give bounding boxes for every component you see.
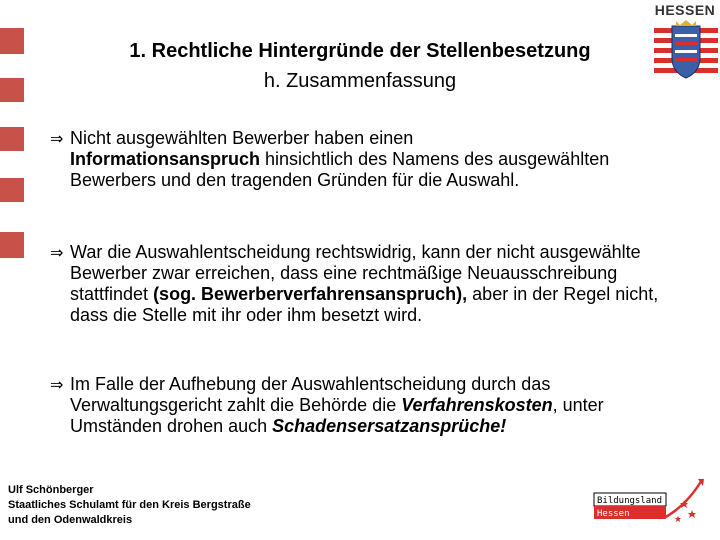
bullet-text <box>50 374 680 437</box>
decor-bar-3 <box>0 127 24 151</box>
decor-bar-1 <box>0 28 24 54</box>
bullet-2 <box>50 242 680 326</box>
bullet-1-part-3: hinsichtlich des Namens des ausgewählten Bewerbers und den tragenden Gründen für die Auswahl. <box>70 149 610 190</box>
bullet-2-part-3: aber in der Regel nicht, dass die Stelle mit ihr oder ihm besetzt wird. <box>70 284 659 325</box>
bullet-1-part-1: Nicht ausgewählten Bewerber haben einen <box>70 128 414 148</box>
decor-bar-4 <box>0 178 24 202</box>
hessen-small-text: Hessen <box>597 509 630 519</box>
bildungsland-text: Bildungsland <box>597 496 663 506</box>
implies-arrow-icon: ⇒ <box>50 129 64 148</box>
decor-bar-5 <box>0 232 24 258</box>
decor-bar-2 <box>0 78 24 102</box>
implies-arrow-icon: ⇒ <box>50 243 64 262</box>
implies-arrow-icon: ⇒ <box>50 375 64 394</box>
bullet-2-part-2: (sog. Bewerberverfahrensanspruch), <box>153 284 468 304</box>
bullet-3-part-3: , unter Umständen drohen auch <box>70 395 604 436</box>
bullet-text <box>50 242 680 326</box>
bullet-2-part-1: War die Auswahlentscheidung rechtswidrig, kann der nicht ausgewählte Bewerber zwar erreichen, dass eine rechtmäßige Neuausschreibung stattfindet <box>70 242 641 304</box>
hessen-logo <box>652 0 720 84</box>
bildungsland-graphic <box>590 478 710 530</box>
bullet-3-part-2: Verfahrenskosten <box>401 395 553 415</box>
bullet-1 <box>50 128 680 191</box>
bullet-text <box>50 128 680 191</box>
footer-line-2: Staatliches Schulamt für den Kreis Bergstraße <box>8 499 251 511</box>
bullet-3-part-1: Im Falle der Aufhebung der Auswahlentscheidung durch das Verwaltungsgericht zahlt die Behörde die <box>70 374 551 415</box>
bullet-3-part-4: Schadensersatzansprüche! <box>272 416 507 436</box>
footer-line-1: Ulf Schönberger <box>8 484 94 496</box>
footer-line-3: und den Odenwaldkreis <box>8 514 133 526</box>
hessen-coat-of-arms-icon <box>652 20 720 86</box>
slide-subtitle: h. Zusammenfassung <box>263 70 457 92</box>
slide-title: 1. Rechtliche Hintergründe der Stellenbesetzung <box>129 40 591 62</box>
bildungsland-logo <box>590 478 710 530</box>
hessen-brand-text: HESSEN <box>654 2 716 18</box>
footer-author <box>8 483 251 528</box>
bullet-1-part-2: Informationsanspruch <box>70 149 261 169</box>
bullet-3 <box>50 374 680 437</box>
